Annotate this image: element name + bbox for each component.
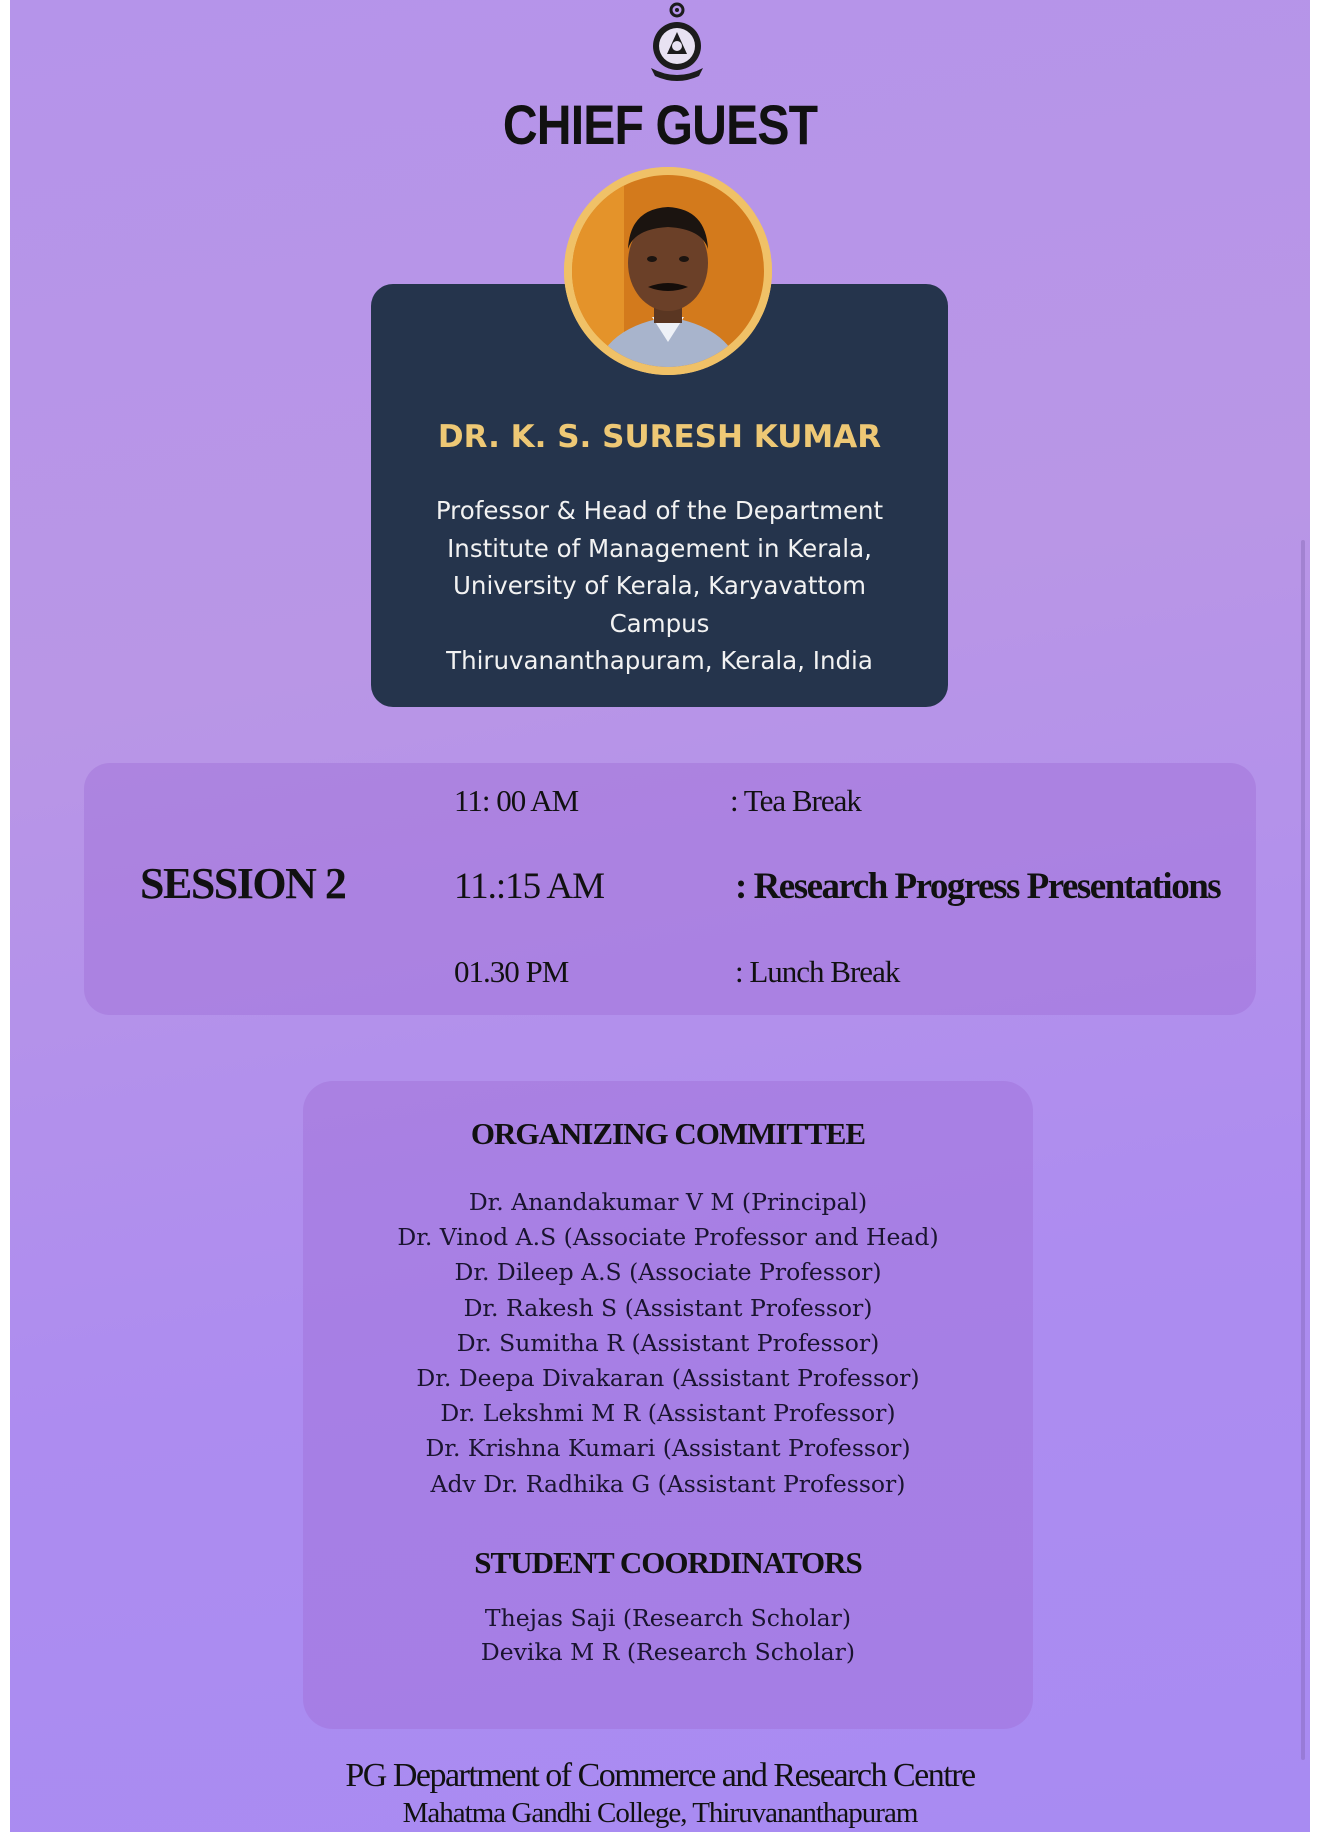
organizing-committee-list [303,1185,1033,1502]
committee-member: Dr. Rakesh S (Assistant Professor) [463,1293,873,1322]
session-event: : Lunch Break [735,954,900,989]
student-coordinators-heading: STUDENT COORDINATORS [474,1545,862,1580]
footer-college: Mahatma Gandhi College, Thiruvananthapuram [402,1797,918,1829]
footer-department: PG Department of Commerce and Research Centre [345,1757,975,1794]
chief-guest-heading: CHIEF GUEST [502,93,818,156]
session-time: 11: 00 AM [454,783,579,818]
event-poster [10,0,1310,1832]
coordinator-member: Devika M R (Research Scholar) [480,1638,856,1666]
committee-member: Adv Dr. Radhika G (Assistant Professor) [430,1469,906,1498]
committee-panel [303,1081,1033,1729]
guest-portrait [564,167,772,375]
committee-member: Dr. Vinod A.S (Associate Professor and Head) [397,1223,939,1252]
committee-member: Dr. Deepa Divakaran (Assistant Professor) [416,1364,920,1393]
organizing-committee-heading: ORGANIZING COMMITTEE [470,1116,866,1151]
committee-member: Dr. Dileep A.S (Associate Professor) [454,1258,882,1287]
session-schedule [84,763,1256,1015]
guest-designation [401,492,918,680]
session-event: : Tea Break [730,783,861,818]
guest-designation-line: University of Kerala, Karyavattom [453,571,866,600]
session-time: 11.:15 AM [454,866,604,907]
committee-member: Dr. Anandakumar V M (Principal) [468,1188,868,1216]
session-event: : Research Progress Presentations [735,866,1221,907]
committee-member: Dr. Krishna Kumari (Assistant Professor) [425,1434,911,1463]
committee-member: Dr. Sumitha R (Assistant Professor) [456,1328,880,1357]
guest-designation-line: Thiruvananthapuram, Kerala, India [446,646,873,675]
student-coordinators-list [303,1601,1033,1669]
scrollbar[interactable] [1301,540,1305,1760]
session-label: SESSION 2 [140,859,346,908]
session-time: 01.30 PM [454,954,569,989]
guest-designation-line: Professor & Head of the Department [435,496,884,525]
guest-name: DR. K. S. SURESH KUMAR [437,419,882,455]
guest-designation-line: Institute of Management in Kerala, [447,533,872,563]
committee-member: Dr. Lekshmi M R (Assistant Professor) [440,1399,896,1428]
college-emblem-icon [637,2,717,82]
guest-designation-line: Campus [609,608,710,638]
coordinator-member: Thejas Saji (Research Scholar) [484,1604,852,1632]
